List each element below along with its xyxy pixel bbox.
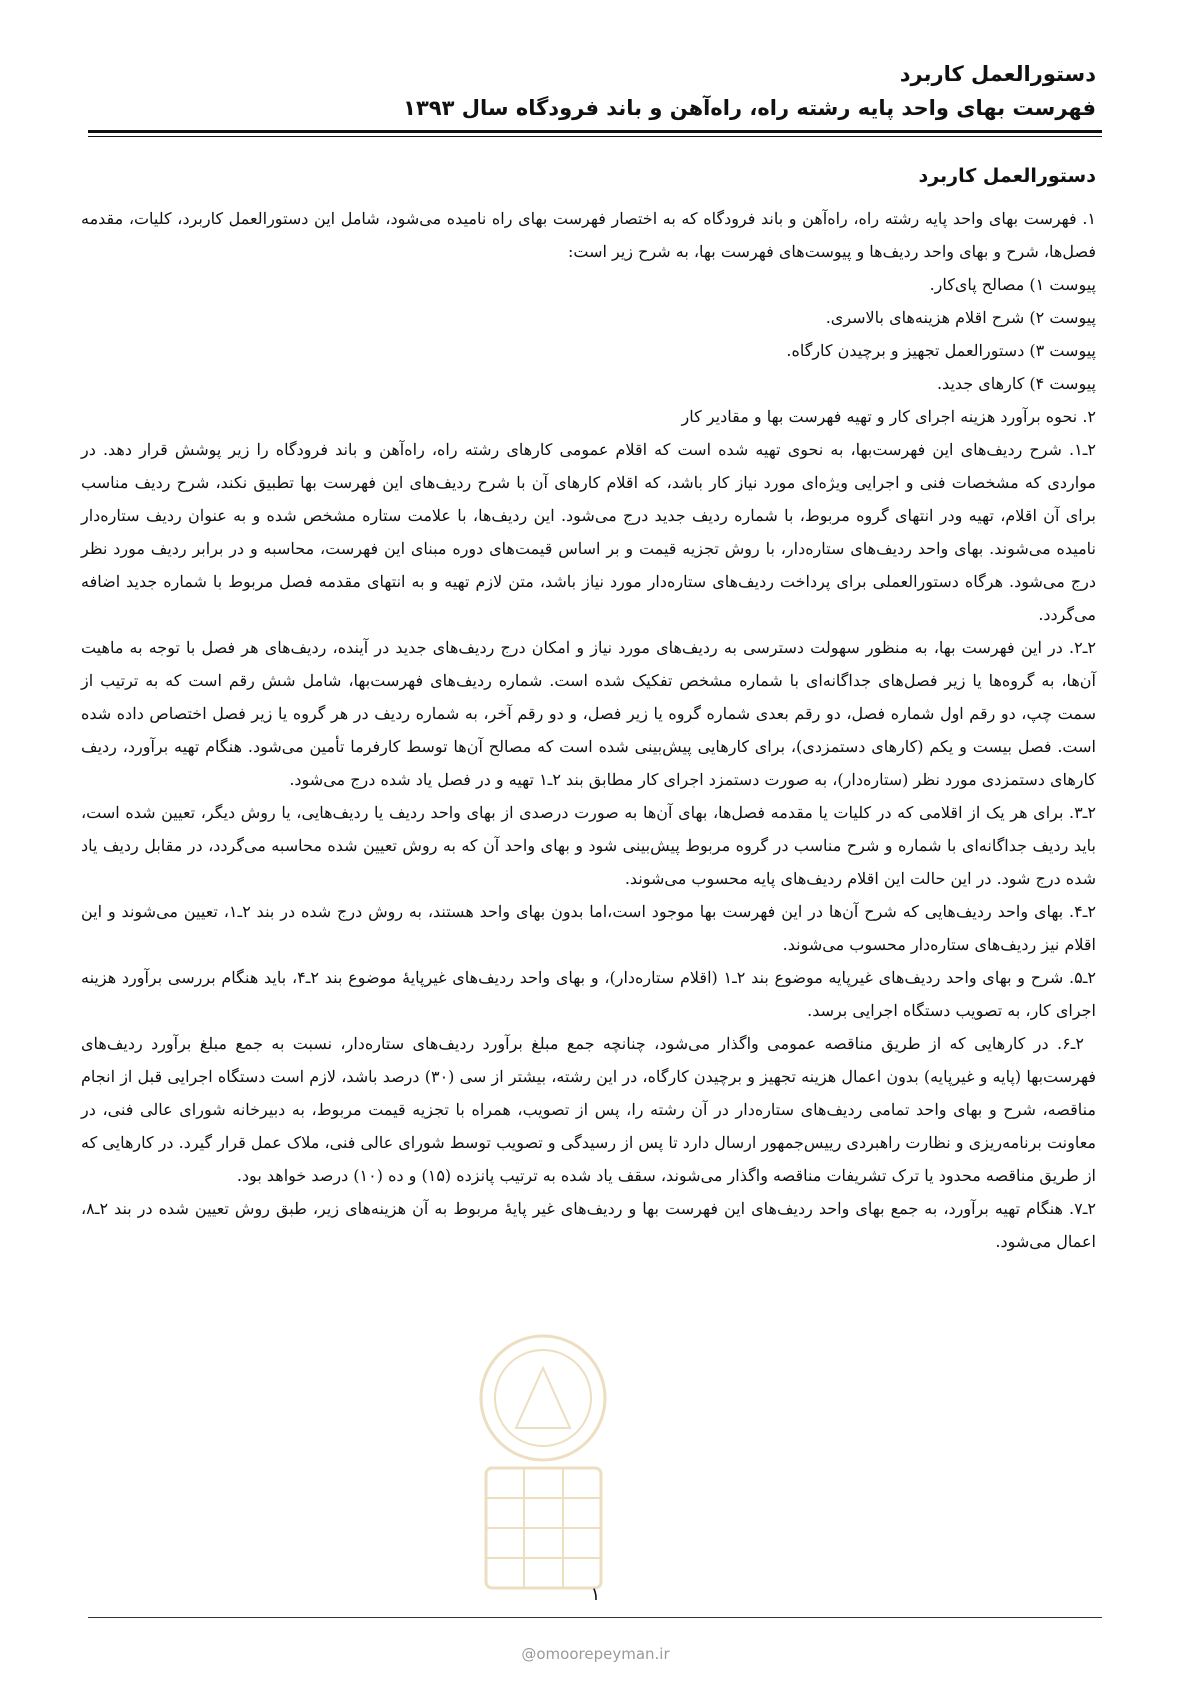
document-body — [81, 202, 1096, 1258]
paragraph-2-6: ۲ـ۶. در کارهایی که از طریق مناقصه عمومی واگذار می‌شود، چنانچه جمع مبلغ برآورد ردیف‌های ستاره‌دار، نسبت به جمع مبلغ برآورد ردیف‌های فهرست‌بها (پایه و غیرپایه) بدون اعمال هزینه تجهیز و برچیدن کارگاه، در این رشته، بیشتر از سی (۳۰) درصد باشد، لازم است دستگاه اجرایی قبل از انجام مناقصه، شرح و بهای واحد تمامی ردیف‌های ستاره‌دار در آن رشته را، پس از تصویب، همراه با تجزیه قیمت مربوط، به دبیرخانه شورای عالی فنی، در معاونت برنامه‌ریزی و نظارت راهبردی رییس‌جمهور ارسال دارد تا پس از رسیدگی و تصویب توسط شورای عالی فنی، ملاک عمل قرار گیرد. در کارهایی که از طریق مناقصه محدود یا ترک تشریفات مناقصه واگذار می‌شوند، سقف یاد شده به ترتیب پانزده (۱۵) و ده (۱۰) درصد خواهد بود. — [81, 1034, 1097, 1185]
appendix-item-3: پیوست ۳) دستورالعمل تجهیز و برچیدن کارگاه. — [786, 341, 1096, 360]
header-rule-thin — [88, 136, 1102, 137]
paragraph-2-3: ۲ـ۳. برای هر یک از اقلامی که در کلیات یا مقدمه فصل‌ها، بهای آن‌ها به صورت درصدی از بهای واحد ردیف یا ردیف‌هایی، یا روش دیگر، تعیین شده است، باید ردیف جداگانه‌ای با شماره و شرح مناسب در گروه مربوط پیش‌بینی شود و بهای واحد آن که به روش تعیین شده محاسبه می‌گردد، در مقابل ردیف یاد شده درج شود. در این حالت این اقلام ردیف‌های پایه محسوب می‌شوند. — [81, 803, 1096, 888]
page-number: ۱ — [590, 1584, 601, 1605]
paragraph-2-2: ۲ـ۲. در این فهرست بها، به منظور سهولت دسترسی به ردیف‌های مورد نیاز و امکان درج ردیف‌های جدید در آینده، ردیف‌های هر فصل با توجه به ماهیت آن‌ها، به گروه‌ها یا زیر فصل‌های جداگانه‌ای با شماره مشخص تفکیک شده است. شماره ردیف‌های فهرست‌بها، شامل شش رقم است که به ترتیب از سمت چپ، دو رقم اول شماره فصل، دو رقم بعدی شماره گروه یا زیر فصل، و دو رقم آخر، به شماره ردیف در هر گروه یا زیر فصل اختصاص داده شده است. فصل بیست و یکم (کارهای دستمزدی)، برای کارهایی پیش‌بینی شده است که مصالح آن‌ها توسط کارفرما تأمین می‌شود. هنگام تهیه برآورد، ردیف کارهای دستمزدی مورد نظر (ستاره‌دار)، به صورت دستمزد اجرای کار مطابق بند ۲ـ۱ تهیه و در فصل یاد شده درج می‌شود. — [81, 638, 1096, 789]
appendix-item-2: پیوست ۲) شرح اقلام هزینه‌های بالاسری. — [825, 308, 1096, 327]
appendix-item-4: پیوست ۴) کارهای جدید. — [936, 374, 1096, 393]
footer-rule — [88, 1617, 1102, 1618]
header-title: دستورالعمل کاربرد — [899, 62, 1096, 86]
paragraph-2: ۲. نحوه برآورد هزینه اجرای کار و تهیه فهرست بها و مقادیر کار — [681, 407, 1096, 426]
header-rule-thick — [88, 130, 1102, 133]
watermark-url: @omoorepeyman.ir — [521, 1645, 670, 1663]
paragraph-1: ۱. فهرست بهای واحد پایه رشته راه، راه‌آهن و باند فرودگاه که به اختصار فهرست بهای راه نامیده می‌شود، شامل این دستورالعمل کاربرد، کلیات، مقدمه فصل‌ها، شرح و بهای واحد ردیف‌ها و پیوست‌های فهرست بها، به شرح زیر است: — [81, 209, 1096, 261]
watermark-seal-icon — [456, 1328, 631, 1628]
paragraph-2-1: ۲ـ۱. شرح ردیف‌های این فهرست‌بها، به نحوی تهیه شده است که اقلام عمومی کارهای رشته راه، راه‌آهن و باند فرودگاه را زیر پوشش قرار دهد. در مواردی که مشخصات فنی و اجرایی ویژه‌ای مورد نیاز کار باشد، که اقلام کارهای آن با شرح ردیف‌های این فهرست بها تطبیق نکند، شرح ردیف مناسب برای آن اقلام، تهیه ودر انتهای گروه مربوط، با شماره ردیف جدید درج می‌شود. این ردیف‌ها، با علامت ستاره مشخص شده و به عنوان ردیف ستاره‌دار نامیده می‌شوند. بهای واحد ردیف‌های ستاره‌دار، با روش تجزیه قیمت و بر اساس قیمت‌های دوره مبنای این فهرست، محاسبه و در برابر ردیف مورد نظر درج می‌شود. هرگاه دستورالعملی برای پرداخت ردیف‌های ستاره‌دار مورد نیاز باشد، متن لازم تهیه و به انتهای مقدمه فصل مربوط با شماره جدید اضافه می‌گردد. — [81, 440, 1097, 624]
paragraph-2-5: ۲ـ۵. شرح و بهای واحد ردیف‌های غیرپایه موضوع بند ۲ـ۱ (اقلام ستاره‌دار)، و بهای واحد ردیف‌های غیرپایهٔ موضوع بند ۲ـ۴، باید هنگام بررسی برآورد هزینه اجرای کار، به تصویب دستگاه اجرایی برسد. — [81, 968, 1096, 1020]
section-title: دستورالعمل کاربرد — [918, 165, 1096, 187]
appendix-item-1: پیوست ۱) مصالح پای‌کار. — [929, 275, 1096, 294]
paragraph-2-4: ۲ـ۴. بهای واحد ردیف‌هایی که شرح آن‌ها در این فهرست بها موجود است،اما بدون بهای واحد هستند، به روش درج شده در بند ۲ـ۱، تعیین می‌شوند و این اقلام نیز ردیف‌های ستاره‌دار محسوب می‌شوند. — [81, 902, 1097, 954]
header-subtitle: فهرست بهای واحد پایه رشته راه، راه‌آهن و باند فرودگاه سال ۱۳۹۳ — [403, 96, 1096, 120]
paragraph-2-7: ۲ـ۷. هنگام تهیه برآورد، به جمع بهای واحد ردیف‌های این فهرست بها و ردیف‌های غیر پایهٔ مربوط به آن هزینه‌های زیر، طبق روش تعیین شده در بند ۲ـ۸، اعمال می‌شود. — [81, 1199, 1096, 1251]
